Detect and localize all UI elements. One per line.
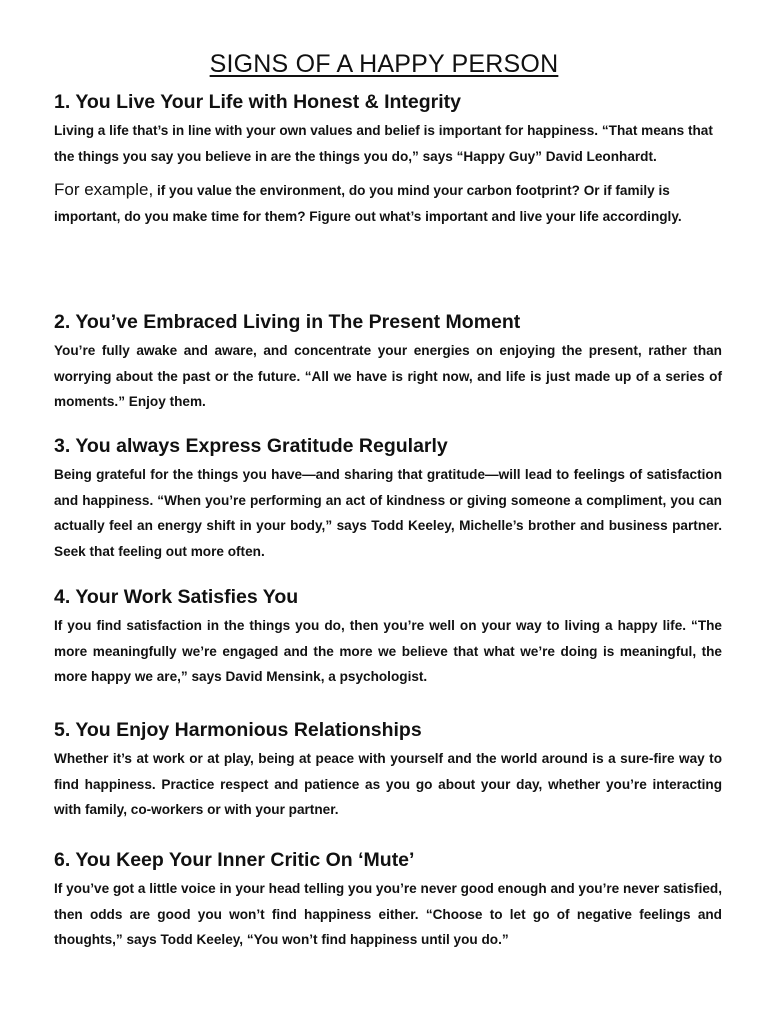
- example-text: if you value the environment, do you mind your carbon footprint? Or if family is important, do you make time for them? Figure out what’s important and live your life accordingly.: [54, 183, 682, 224]
- section-heading: 2. You’ve Embraced Living in The Present Moment: [54, 311, 521, 333]
- section-3: [54, 434, 722, 564]
- section-2: [54, 310, 722, 415]
- section-4: [54, 585, 722, 690]
- section-heading: 3. You always Express Gratitude Regularly: [54, 435, 448, 457]
- section-paragraph: You’re fully awake and aware, and concentrate your energies on enjoying the present, rather than worrying about the past or the future. “All we have is right now, and life is just made up of a series of moments.” Enjoy them.: [54, 343, 722, 409]
- section-paragraph: If you find satisfaction in the things you do, then you’re well on your way to living a happy life. “The more meaningfully we’re engaged and the more we believe that what we’re doing is meaningful, the more happy we are,” says David Mensink, a psychologist.: [54, 618, 722, 684]
- section-5: [54, 718, 722, 823]
- section-heading: 6. You Keep Your Inner Critic On ‘Mute’: [54, 849, 415, 871]
- section-paragraph: Living a life that’s in line with your own values and belief is important for happiness. “That means that the things you say you believe in are the things you do,” says “Happy Guy” David Leonhardt.: [54, 123, 713, 164]
- section-1: [54, 90, 722, 229]
- section-paragraph: If you’ve got a little voice in your head telling you you’re never good enough and you’re never satisfied, then odds are good you won’t find happiness either. “Choose to let go of negative feelings and thoughts,” says Todd Keeley, “You won’t find happiness until you do.”: [54, 881, 722, 947]
- section-paragraph: Whether it’s at work or at play, being at peace with yourself and the world around is a sure-fire way to find happiness. Practice respect and patience as you go about your day, whether you’re interacting with family, co-workers or with your partner.: [54, 751, 722, 817]
- section-heading: 5. You Enjoy Harmonious Relationships: [54, 719, 422, 741]
- section-paragraph: Being grateful for the things you have—and sharing that gratitude—will lead to feelings of satisfaction and happiness. “When you’re performing an act of kindness or giving someone a compliment, you can actually feel an energy shift in your body,” says Todd Keeley, Michelle’s brother and business partner. Seek that feeling out more often.: [54, 467, 722, 559]
- section-6: [54, 848, 722, 953]
- section-heading: 4. Your Work Satisfies You: [54, 586, 299, 608]
- example-lead: For example,: [54, 180, 154, 199]
- section-paragraph: [54, 177, 722, 229]
- page-title-text: SIGNS OF A HAPPY PERSON: [209, 50, 559, 78]
- section-heading: 1. You Live Your Life with Honest & Integrity: [54, 91, 462, 113]
- page-title: [0, 50, 768, 79]
